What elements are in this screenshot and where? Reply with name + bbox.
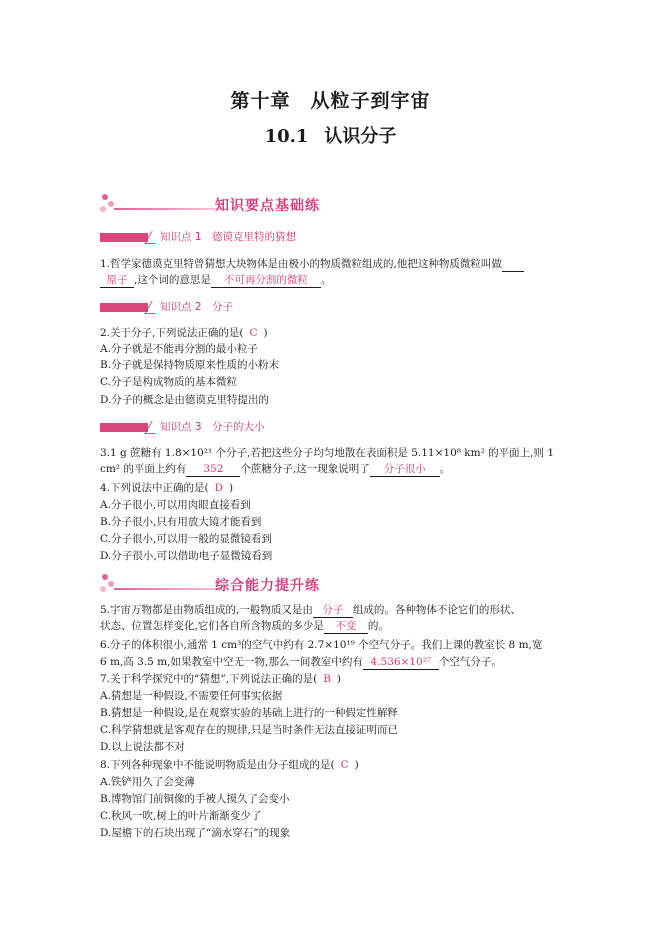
- q5-answer-1: 分子: [313, 603, 353, 618]
- q7-option-d: D.以上说法都不对: [100, 741, 185, 753]
- q5-line2: 状态、位置怎样变化,它们各自所含物质的多少是 不变 的。: [100, 620, 389, 632]
- q3-line1: 3.1 g 蔗糖有 1.8×10²¹ 个分子,若把这些分子均匀地散在表面积是 5.11×10⁸ km² 的平面上,则 1: [100, 447, 555, 459]
- q1-text: 1.哲学家德谟克里特曾猜想大块物体是由极小的物质微粒组成的,他把这种物质微粒叫做: [100, 258, 502, 270]
- knowledge-point-3: [100, 421, 500, 435]
- q1-answer-1: 原子: [100, 273, 134, 288]
- q1-line1: [100, 257, 524, 272]
- q2-option-b: B.分子就是保持物质原来性质的小粉末: [100, 359, 280, 371]
- q3-answer-2: 分子很小: [370, 462, 440, 477]
- q2-answer: C: [249, 327, 258, 339]
- q4-stem: 4.下列说法中正确的是( D ): [100, 482, 234, 494]
- kp-label: 知识点 1 德谟克里特的猜想: [160, 231, 297, 243]
- q4-option-a: A.分子很小,可以用肉眼直接看到: [100, 499, 251, 511]
- q2-stem: 2.关于分子,下列说法正确的是( C ): [100, 327, 268, 339]
- q1-line2: 原子 ,这个词的意思是 不可再分割的微粒 。: [100, 273, 331, 288]
- q7-answer: B: [323, 673, 331, 685]
- q2-option-c: C.分子是构成物质的基本微粒: [100, 376, 237, 388]
- q1-answer-2: 不可再分割的微粒: [211, 273, 321, 288]
- q8-stem: 8.下列各种现象中不能说明物质是由分子组成的是( C ): [100, 759, 359, 771]
- kp-label: 知识点 2 分子: [160, 301, 234, 313]
- q3-line2: cm² 的平面上约有 352 个蔗糖分子,这一现象说明了 分子很小 。: [100, 463, 451, 475]
- q8-option-b: B.博物馆门前铜像的手被人摸久了会变小: [100, 793, 290, 805]
- section-title: [0, 122, 661, 148]
- q8-option-c: C.秋风一吹,树上的叶片渐渐变少了: [100, 810, 262, 822]
- banner-advanced: [100, 572, 520, 598]
- q6-answer-1: 4.536×10²⁷: [363, 655, 439, 670]
- kp-bar: [100, 303, 148, 312]
- q7-stem: 7.关于科学探究中的“猜想”,下列说法正确的是( B ): [100, 673, 342, 685]
- q4-option-c: C.分子很小,可以用一般的显微镜看到: [100, 533, 272, 545]
- dots-icon: [100, 574, 116, 594]
- kp-bar: [100, 233, 148, 242]
- q1-mid: ,这个词的意思是: [134, 274, 211, 286]
- kp-label: 知识点 3 分子的大小: [160, 421, 265, 433]
- knowledge-point-2: [100, 301, 500, 315]
- q5-answer-2: 不变: [324, 619, 368, 634]
- q8-answer: C: [340, 759, 349, 771]
- banner-line: [114, 208, 222, 210]
- q4-option-d: D.分子很小,可以借助电子显微镜看到: [100, 550, 273, 562]
- kp-bar: [100, 423, 148, 432]
- banner-line: [114, 588, 222, 590]
- q8-option-a: A.铁铲用久了会变薄: [100, 776, 195, 788]
- q4-option-b: B.分子很小,只有用放大镜才能看到: [100, 516, 262, 528]
- dots-icon: [100, 194, 116, 214]
- q4-answer: D: [214, 482, 224, 494]
- banner-basic: [100, 192, 520, 218]
- chapter-title: 第十章 从粒子到宇宙: [230, 90, 431, 112]
- q6-line2: 6 m,高 3.5 m,如果教室中空无一物,那么一间教室中约有 4.536×10²⁷ 个空气分子。: [100, 656, 502, 668]
- banner-title: 综合能力提升练: [215, 578, 320, 594]
- q7-option-b: B.猜想是一种假设,是在观察实验的基础上进行的一种假定性解释: [100, 707, 398, 719]
- section-name: 认识分子: [324, 126, 397, 147]
- section-number: 10.1: [264, 126, 309, 147]
- q2-option-a: A.分子就是不能再分割的最小粒子: [100, 343, 258, 355]
- q7-option-c: C.科学猜想就是客观存在的规律,只是当时条件无法直接证明而已: [100, 724, 398, 736]
- q6-line1: 6.分子的体积很小,通常 1 cm³的空气中约有 2.7×10¹⁹ 个空气分子。我们上课的教室长 8 m,宽: [100, 639, 543, 651]
- q3-answer-1: 352: [186, 462, 240, 477]
- q2-option-d: D.分子的概念是由德谟克里特提出的: [100, 394, 269, 406]
- banner-title: 知识要点基础练: [215, 198, 320, 214]
- q5-line1: 5.宇宙万物都是由物质组成的,一般物质又是由 分子 组成的。各种物体不论它们的形状、: [100, 604, 521, 616]
- knowledge-point-1: [100, 231, 500, 245]
- q7-option-a: A.猜想是一种假设,不需要任何事实依据: [100, 690, 283, 702]
- q8-option-d: D.屋檐下的石块出现了“滴水穿石”的现象: [100, 827, 291, 839]
